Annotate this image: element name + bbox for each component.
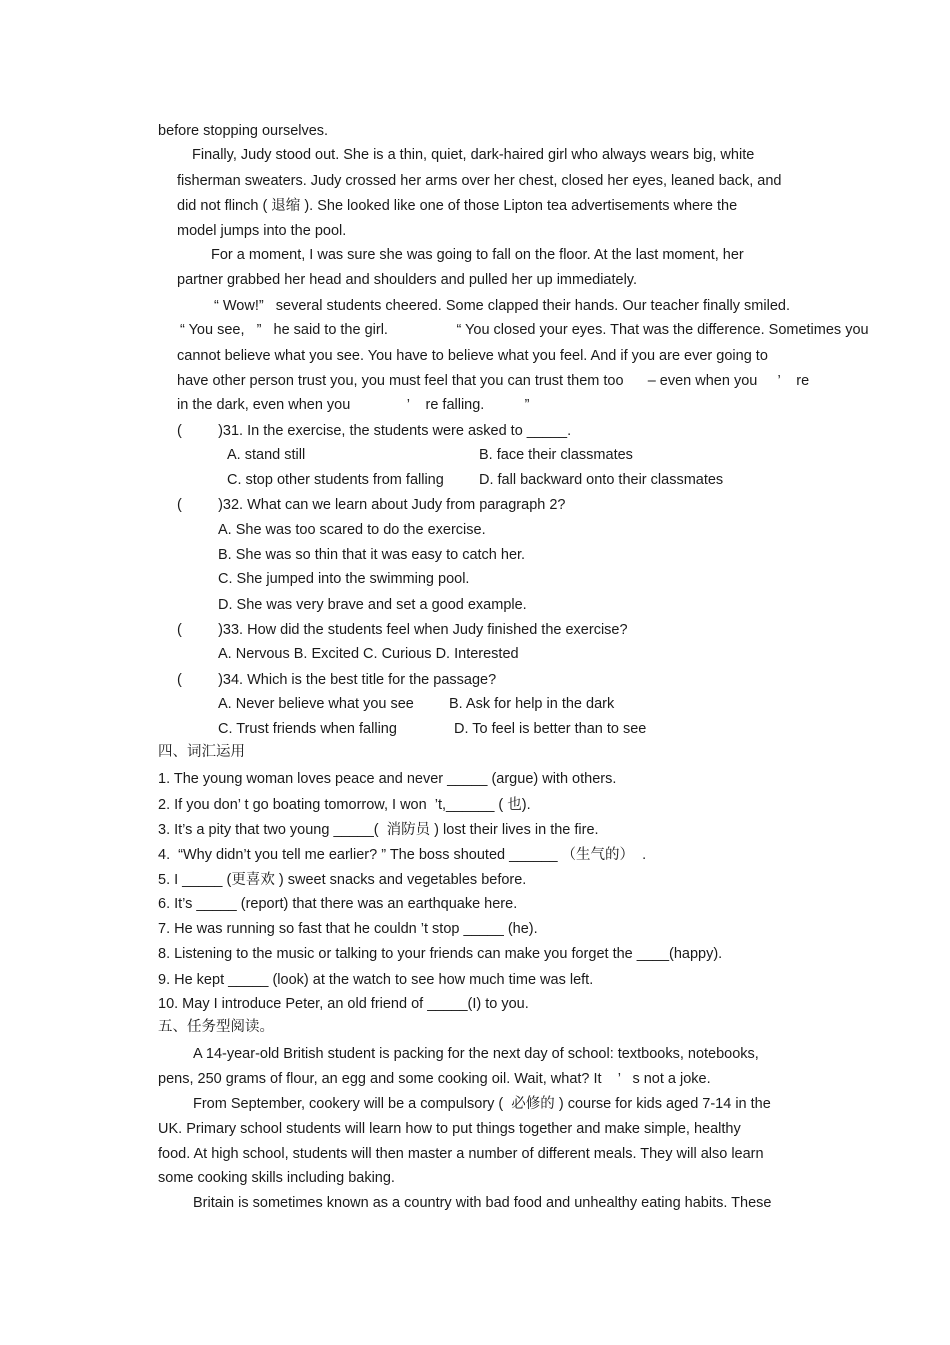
exercise-item: 5. I _____ (更喜欢 ) sweet snacks and vegetables before. (158, 872, 527, 888)
section-title: 五、任务型阅读。 (158, 1019, 274, 1035)
paragraph-line: UK. Primary school students will learn how to put things together and make simple, healthy (158, 1121, 741, 1137)
option: A. Nervous B. Excited C. Curious D. Interested (218, 646, 519, 662)
paragraph-line: some cooking skills including baking. (158, 1170, 395, 1186)
paragraph-line: A 14-year-old British student is packing for the next day of school: textbooks, notebooks, (193, 1046, 759, 1062)
exercise-item: 6. It’s _____ (report) that there was an earthquake here. (158, 896, 518, 912)
exercise-item: 4. “Why didn’t you tell me earlier? ” The boss shouted ______ （生气的） . (158, 847, 647, 863)
option: D. To feel is better than to see (454, 721, 647, 737)
question-31: ( )31. In the exercise, the students were asked to _____. (177, 423, 572, 439)
option: C. She jumped into the swimming pool. (218, 571, 470, 587)
paragraph-line: food. At high school, students will then master a number of different meals. They will also learn (158, 1146, 764, 1162)
option: B. face their classmates (479, 447, 633, 463)
option: B. She was so thin that it was easy to catch her. (218, 547, 526, 563)
option: A. Never believe what you see (218, 696, 414, 712)
question-32: ( )32. What can we learn about Judy from paragraph 2? (177, 497, 566, 513)
exercise-item: 10. May I introduce Peter, an old friend of _____(I) to you. (158, 996, 529, 1012)
paragraph-end: before stopping ourselves. (158, 123, 329, 139)
paragraph-line: cannot believe what you see. You have to believe what you feel. And if you are ever going to (177, 348, 768, 364)
option: C. stop other students from falling (227, 472, 444, 488)
option: D. fall backward onto their classmates (479, 472, 724, 488)
paragraph-line: For a moment, I was sure she was going to fall on the floor. At the last moment, her (211, 247, 744, 263)
paragraph-line: fisherman sweaters. Judy crossed her arms over her chest, closed her eyes, leaned back, and (177, 173, 782, 189)
paragraph-line: “ Wow!” several students cheered. Some clapped their hands. Our teacher finally smiled. (214, 298, 790, 314)
paragraph-line: Britain is sometimes known as a country with bad food and unhealthy eating habits. These (193, 1195, 772, 1211)
option: D. She was very brave and set a good example. (218, 597, 527, 613)
exercise-item: 7. He was running so fast that he couldn ’t stop _____ (he). (158, 921, 538, 937)
option: A. She was too scared to do the exercise. (218, 522, 486, 538)
question-33: ( )33. How did the students feel when Judy finished the exercise? (177, 622, 628, 638)
paragraph-line: partner grabbed her head and shoulders and pulled her up immediately. (177, 272, 638, 288)
option: C. Trust friends when falling (218, 721, 397, 737)
paragraph-line: did not flinch ( 退缩 ). She looked like one of those Lipton tea advertisements where the (177, 198, 738, 214)
option: A. stand still (227, 447, 306, 463)
paragraph-line: have other person trust you, you must feel that you can trust them too – even when you ’ re (177, 373, 810, 389)
option: B. Ask for help in the dark (449, 696, 615, 712)
paragraph-line: pens, 250 grams of flour, an egg and some cooking oil. Wait, what? It ’ s not a joke. (158, 1071, 711, 1087)
paragraph-line: From September, cookery will be a compulsory ( 必修的 ) course for kids aged 7-14 in the (193, 1096, 771, 1112)
exercise-item: 1. The young woman loves peace and never _____ (argue) with others. (158, 771, 617, 787)
paragraph-line: “ You see, ” he said to the girl. “ You closed your eyes. That was the difference. Sometimes you (180, 322, 869, 338)
paragraph-line: Finally, Judy stood out. She is a thin, quiet, dark-haired girl who always wears big, white (192, 147, 755, 163)
question-34: ( )34. Which is the best title for the passage? (177, 672, 497, 688)
paragraph-line: in the dark, even when you ’ re falling. ” (177, 397, 530, 413)
exercise-item: 8. Listening to the music or talking to your friends can make you forget the ____(happy). (158, 946, 723, 962)
exercise-item: 9. He kept _____ (look) at the watch to see how much time was left. (158, 972, 594, 988)
exercise-item: 2. If you don’ t go boating tomorrow, I won ’t,______ ( 也). (158, 797, 531, 813)
paragraph-line: model jumps into the pool. (177, 223, 347, 239)
exercise-item: 3. It’s a pity that two young _____( 消防员 ) lost their lives in the fire. (158, 822, 599, 838)
section-title: 四、词汇运用 (158, 744, 245, 760)
